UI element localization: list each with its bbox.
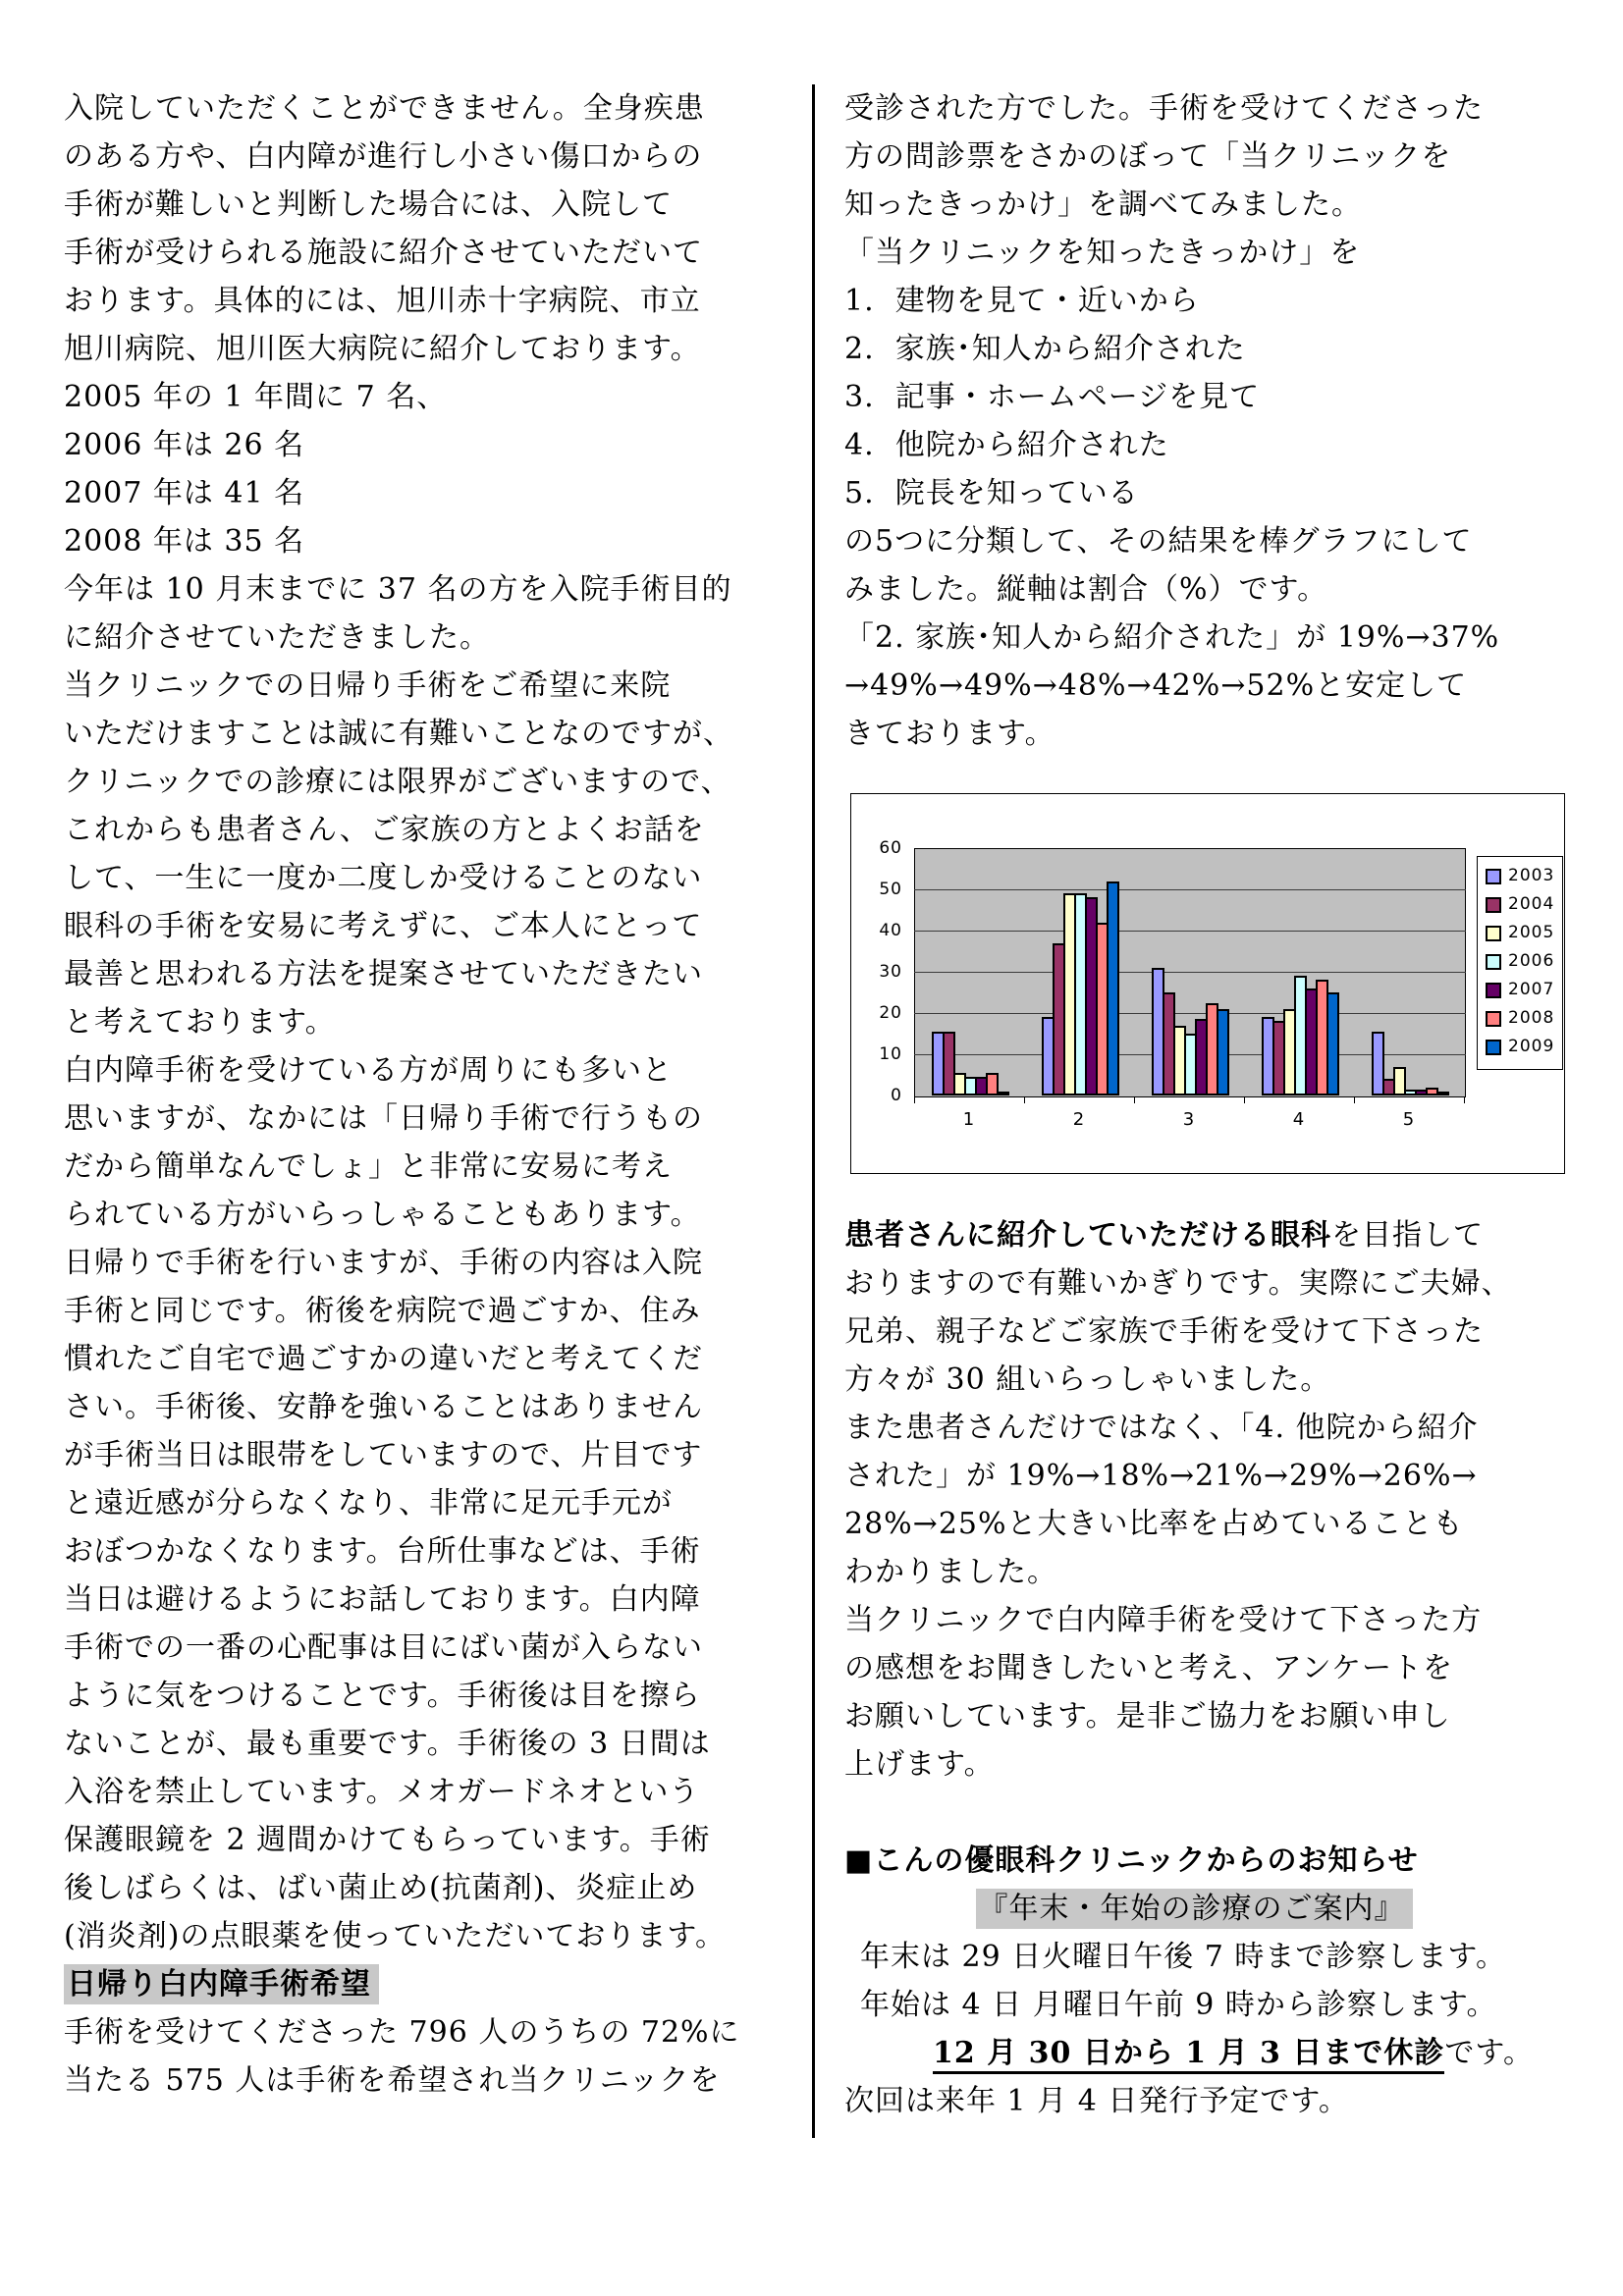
text-line <box>844 1259 1543 1308</box>
text-line <box>64 806 763 854</box>
text-segment: 手術が難しいと判断した場合には、入院して <box>64 187 673 222</box>
text-segment: みました。縦軸は割合（%）です。 <box>844 572 1328 607</box>
text-line <box>64 1720 763 1768</box>
text-line <box>64 229 763 277</box>
text-segment: のある方や、白内障が進行し小さい傷口からの <box>64 139 703 174</box>
text-line <box>844 710 1543 758</box>
text-segment: と遠近感が分らなくなり、非常に足元手元が <box>64 1486 673 1521</box>
text-segment: ■こんの優眼科クリニックからのお知らせ <box>844 1843 1419 1878</box>
text-segment: 思いますが、なかには「日帰り手術で行うもの <box>64 1101 703 1136</box>
text-segment: 1. 建物を見て・近いから <box>844 284 1200 318</box>
text-segment: 「当クリニックを知ったきっかけ」を <box>844 236 1361 270</box>
text-segment: と考えております。 <box>64 1005 336 1040</box>
right-column-text-top <box>844 84 1543 758</box>
text-line <box>64 1575 763 1624</box>
text-segment: 2007 年は 41 名 <box>64 476 305 510</box>
bar <box>1217 1009 1229 1095</box>
text-line <box>64 1768 763 1816</box>
x-axis-label: 3 <box>1182 1109 1196 1130</box>
text-segment: 当クリニックで白内障手術を受けて下さった方 <box>844 1603 1483 1637</box>
text-segment: クリニックでの診療には限界がございますので、 <box>64 765 731 799</box>
text-line <box>844 1981 1543 2029</box>
text-line <box>844 277 1543 325</box>
text-line <box>844 2029 1543 2077</box>
text-segment: 保護眼鏡を 2 週間かけてもらっています。手術 <box>64 1823 711 1857</box>
text-line <box>64 373 763 421</box>
text-segment: いただけますことは誠に有難いことなのですが、 <box>64 717 733 751</box>
bar <box>1326 992 1339 1095</box>
text-line <box>844 469 1543 517</box>
text-segment: また患者さんだけではなく、「4. 他院から紹介 <box>844 1411 1479 1445</box>
text-line <box>844 1596 1543 1644</box>
axis-tick <box>914 1096 915 1103</box>
text-line <box>64 2008 763 2056</box>
gridline <box>914 972 1466 973</box>
text-segment: お願いしています。是非ご協力をお願い申し <box>844 1699 1451 1734</box>
text-line <box>844 662 1543 710</box>
bar <box>1436 1092 1449 1095</box>
legend-label: 2004 <box>1508 894 1555 914</box>
bar <box>1107 881 1119 1095</box>
text-segment: 4. 他院から紹介された <box>844 428 1169 462</box>
text-segment: 入浴を禁止しています。メオガードネオという <box>64 1775 700 1809</box>
gridline <box>914 931 1466 932</box>
text-segment: 眼科の手術を安易に考えずに、ご本人にとって <box>64 909 703 943</box>
text-segment: 当たる 575 人は手術を希望され当クリニックを <box>64 2063 721 2098</box>
text-segment: おりますので有難いかぎりです。実際にご夫婦、 <box>844 1266 1512 1301</box>
text-line <box>64 1095 763 1143</box>
text-line <box>844 1308 1543 1356</box>
text-segment: です。 <box>1444 2036 1534 2070</box>
text-segment: わかりました。 <box>844 1555 1057 1589</box>
gridline <box>914 1013 1466 1014</box>
right-column-text-bottom <box>844 1211 1543 2125</box>
text-line <box>844 2077 1543 2125</box>
text-segment: して、一生に一度か二度しか受けることのない <box>64 861 703 895</box>
text-line <box>64 710 763 758</box>
text-segment: 方々が 30 組いらっしゃいました。 <box>844 1362 1331 1397</box>
text-line <box>64 1672 763 1720</box>
text-segment: 日帰りで手術を行いますが、手術の内容は入院 <box>64 1246 703 1280</box>
text-segment: 上げます。 <box>844 1747 995 1782</box>
text-line <box>64 1287 763 1335</box>
text-segment: 後しばらくは、ばい菌止め(抗菌剤)、炎症止め <box>64 1871 698 1905</box>
text-line <box>844 1933 1543 1981</box>
legend-label: 2003 <box>1508 866 1555 885</box>
text-segment: 最善と思われる方法を提案させていただきたい <box>64 957 703 991</box>
text-line <box>844 1211 1543 1259</box>
text-line <box>844 1885 1543 1933</box>
text-segment: に紹介させていただきました。 <box>64 620 490 655</box>
text-segment: 手術と同じです。術後を病院で過ごすか、住み <box>64 1294 701 1328</box>
text-line <box>64 469 763 517</box>
text-segment: 日帰り白内障手術希望 <box>64 1964 379 2004</box>
text-line <box>844 421 1543 469</box>
text-line <box>64 1191 763 1239</box>
text-segment: さい。手術後、安静を強いることはありません <box>64 1390 703 1424</box>
legend-key-swatch <box>1486 897 1501 913</box>
text-line <box>844 1789 1543 1837</box>
text-line <box>64 1527 763 1575</box>
text-line <box>844 1452 1543 1500</box>
legend-label: 2005 <box>1508 923 1555 942</box>
y-axis-label: 30 <box>879 962 902 982</box>
text-line <box>64 902 763 950</box>
legend-key-swatch <box>1486 983 1501 998</box>
text-line <box>64 1239 763 1287</box>
text-segment: (消炎剤)の点眼薬を使っていただいております。 <box>64 1919 727 1953</box>
text-line <box>64 854 763 902</box>
text-line <box>844 614 1543 662</box>
axis-tick <box>1244 1096 1245 1103</box>
text-line <box>844 1404 1543 1452</box>
text-segment: 慣れたご自宅で過ごすかの違いだと考えてくだ <box>64 1342 703 1376</box>
y-axis-label: 40 <box>879 921 902 940</box>
text-segment: 3. 記事・ホームページを見て <box>844 380 1261 414</box>
text-segment: られている方がいらっしゃることもあります。 <box>64 1198 701 1232</box>
text-segment: 5. 院長を知っている <box>844 476 1139 510</box>
text-segment: 年末は 29 日火曜日午後 7 時まで診察します。 <box>860 1940 1507 1974</box>
legend-key-swatch <box>1486 1040 1501 1055</box>
text-line <box>844 1644 1543 1692</box>
text-segment: 白内障手術を受けている方が周りにも多いと <box>64 1053 673 1088</box>
text-line <box>844 229 1543 277</box>
legend-key-swatch <box>1486 926 1501 941</box>
text-line <box>64 950 763 998</box>
text-segment: きております。 <box>844 717 1055 751</box>
text-segment: を目指して <box>1331 1218 1484 1253</box>
legend-label: 2009 <box>1508 1037 1555 1056</box>
text-segment: 兄弟、親子などご家族で手術を受けて下さった <box>844 1314 1484 1349</box>
text-line <box>64 1816 763 1864</box>
axis-tick <box>1134 1096 1135 1103</box>
gridline <box>914 889 1466 890</box>
axis-tick <box>1464 1096 1465 1103</box>
text-segment: 28%→25%と大きい比率を占めていることも <box>844 1507 1464 1541</box>
column-divider <box>812 84 815 2138</box>
text-segment: 知ったきっかけ」を調べてみました。 <box>844 187 1362 222</box>
text-segment: 手術を受けてくださった 796 人のうちの 72%に <box>64 2015 740 2050</box>
text-line <box>64 133 763 181</box>
text-segment: 手術での一番の心配事は目にばい菌が入らない <box>64 1630 703 1665</box>
text-line <box>64 181 763 229</box>
legend-key-swatch <box>1486 1011 1501 1027</box>
text-segment: 『年末・年始の診療のご案内』 <box>976 1889 1413 1929</box>
text-segment: 当クリニックでの日帰り手術をご希望に来院 <box>64 668 672 703</box>
text-segment: ないことが、最も重要です。手術後の 3 日間は <box>64 1727 711 1761</box>
x-axis-label: 2 <box>1072 1109 1086 1130</box>
text-segment: 「2. 家族･知人から紹介された」が 19%→37% <box>844 620 1500 655</box>
text-segment: 2006 年は 26 名 <box>64 428 305 462</box>
text-segment: 手術が受けられる施設に紹介させていただいて <box>64 236 703 270</box>
left-column <box>64 84 763 2105</box>
text-line <box>64 662 763 710</box>
text-line <box>64 1912 763 1960</box>
text-line <box>844 517 1543 565</box>
text-segment: これからも患者さん、ご家族の方とよくお話を <box>64 813 705 847</box>
text-line <box>64 325 763 373</box>
text-line <box>64 565 763 614</box>
text-segment: 当日は避けるようにお話しております。白内障 <box>64 1582 701 1617</box>
text-line <box>64 998 763 1046</box>
text-segment: の5つに分類して、その結果を棒グラフにして <box>844 524 1473 559</box>
text-line <box>64 2056 763 2105</box>
referral-source-bar-chart <box>850 793 1565 1174</box>
text-line <box>844 1740 1543 1789</box>
text-line <box>844 1356 1543 1404</box>
text-segment: 2005 年の 1 年間に 7 名、 <box>64 380 448 414</box>
text-segment: 2008 年は 35 名 <box>64 524 305 559</box>
text-line <box>844 1500 1543 1548</box>
legend-label: 2006 <box>1508 951 1555 971</box>
text-segment: おります。具体的には、旭川赤十字病院、市立 <box>64 284 701 318</box>
text-segment: 12 月 30 日から 1 月 3 日まで休診 <box>933 2036 1444 2074</box>
text-line <box>844 84 1543 133</box>
text-line <box>64 1624 763 1672</box>
text-segment: された」が 19%→18%→21%→29%→26%→ <box>844 1459 1478 1493</box>
x-axis-label: 5 <box>1402 1109 1416 1130</box>
text-line <box>64 84 763 133</box>
text-segment: 旭川病院、旭川医大病院に紹介しております。 <box>64 332 701 366</box>
text-line <box>64 1335 763 1383</box>
legend-key-swatch <box>1486 869 1501 884</box>
legend-label: 2008 <box>1508 1008 1555 1028</box>
text-segment: ように気をつけることです。手術後は目を擦ら <box>64 1679 701 1713</box>
text-line <box>844 1548 1543 1596</box>
text-line <box>844 373 1543 421</box>
text-segment: 今年は 10 月末までに 37 名の方を入院手術目的 <box>64 572 732 607</box>
text-line <box>64 614 763 662</box>
text-line <box>64 1960 763 2008</box>
text-line <box>844 565 1543 614</box>
legend-key-swatch <box>1486 954 1501 970</box>
text-line <box>64 1479 763 1527</box>
x-axis-label: 4 <box>1292 1109 1306 1130</box>
text-line <box>844 1837 1543 1885</box>
y-axis-label: 50 <box>879 880 902 899</box>
text-segment: が手術当日は眼帯をしていますので、片目です <box>64 1438 703 1472</box>
text-segment: 2. 家族･知人から紹介された <box>844 332 1246 366</box>
text-line <box>844 133 1543 181</box>
text-line <box>64 1431 763 1479</box>
y-axis-label: 0 <box>891 1086 902 1105</box>
y-axis-label: 60 <box>879 838 902 858</box>
y-axis-label: 20 <box>879 1003 902 1023</box>
legend-item <box>1478 1033 1562 1061</box>
text-segment: 方の問診票をさかのぼって「当クリニックを <box>844 139 1452 174</box>
y-axis-label: 10 <box>879 1044 902 1064</box>
legend <box>1477 856 1563 1070</box>
axis-tick <box>1354 1096 1355 1103</box>
right-column <box>844 84 1555 2125</box>
text-segment: だから簡単なんでしょ」と非常に安易に考え <box>64 1149 673 1184</box>
text-line <box>844 181 1543 229</box>
text-line <box>64 277 763 325</box>
text-segment: 次回は来年 1 月 4 日発行予定です。 <box>844 2084 1349 2118</box>
text-line <box>64 1864 763 1912</box>
text-segment: →49%→49%→48%→42%→52%と安定して <box>844 668 1468 703</box>
text-line <box>64 1046 763 1095</box>
axis-tick <box>1024 1096 1025 1103</box>
text-segment: 年始は 4 日 月曜日午前 9 時から診察します。 <box>860 1988 1497 2022</box>
text-line <box>64 421 763 469</box>
text-segment: おぼつかなくなります。台所仕事などは、手術 <box>64 1534 701 1569</box>
text-line <box>64 1143 763 1191</box>
text-line <box>64 758 763 806</box>
legend-label: 2007 <box>1508 980 1555 999</box>
x-axis-label: 1 <box>962 1109 976 1130</box>
text-segment: 入院していただくことができません。全身疾患 <box>64 91 705 126</box>
text-line <box>64 517 763 565</box>
text-line <box>64 1383 763 1431</box>
text-line <box>844 1692 1543 1740</box>
text-segment: 受診された方でした。手術を受けてくださった <box>844 91 1484 126</box>
text-line <box>844 325 1543 373</box>
text-segment: の感想をお聞きしたいと考え、アンケートを <box>844 1651 1453 1685</box>
text-segment: 患者さんに紹介していただける眼科 <box>844 1218 1331 1253</box>
bar <box>997 1092 1009 1095</box>
